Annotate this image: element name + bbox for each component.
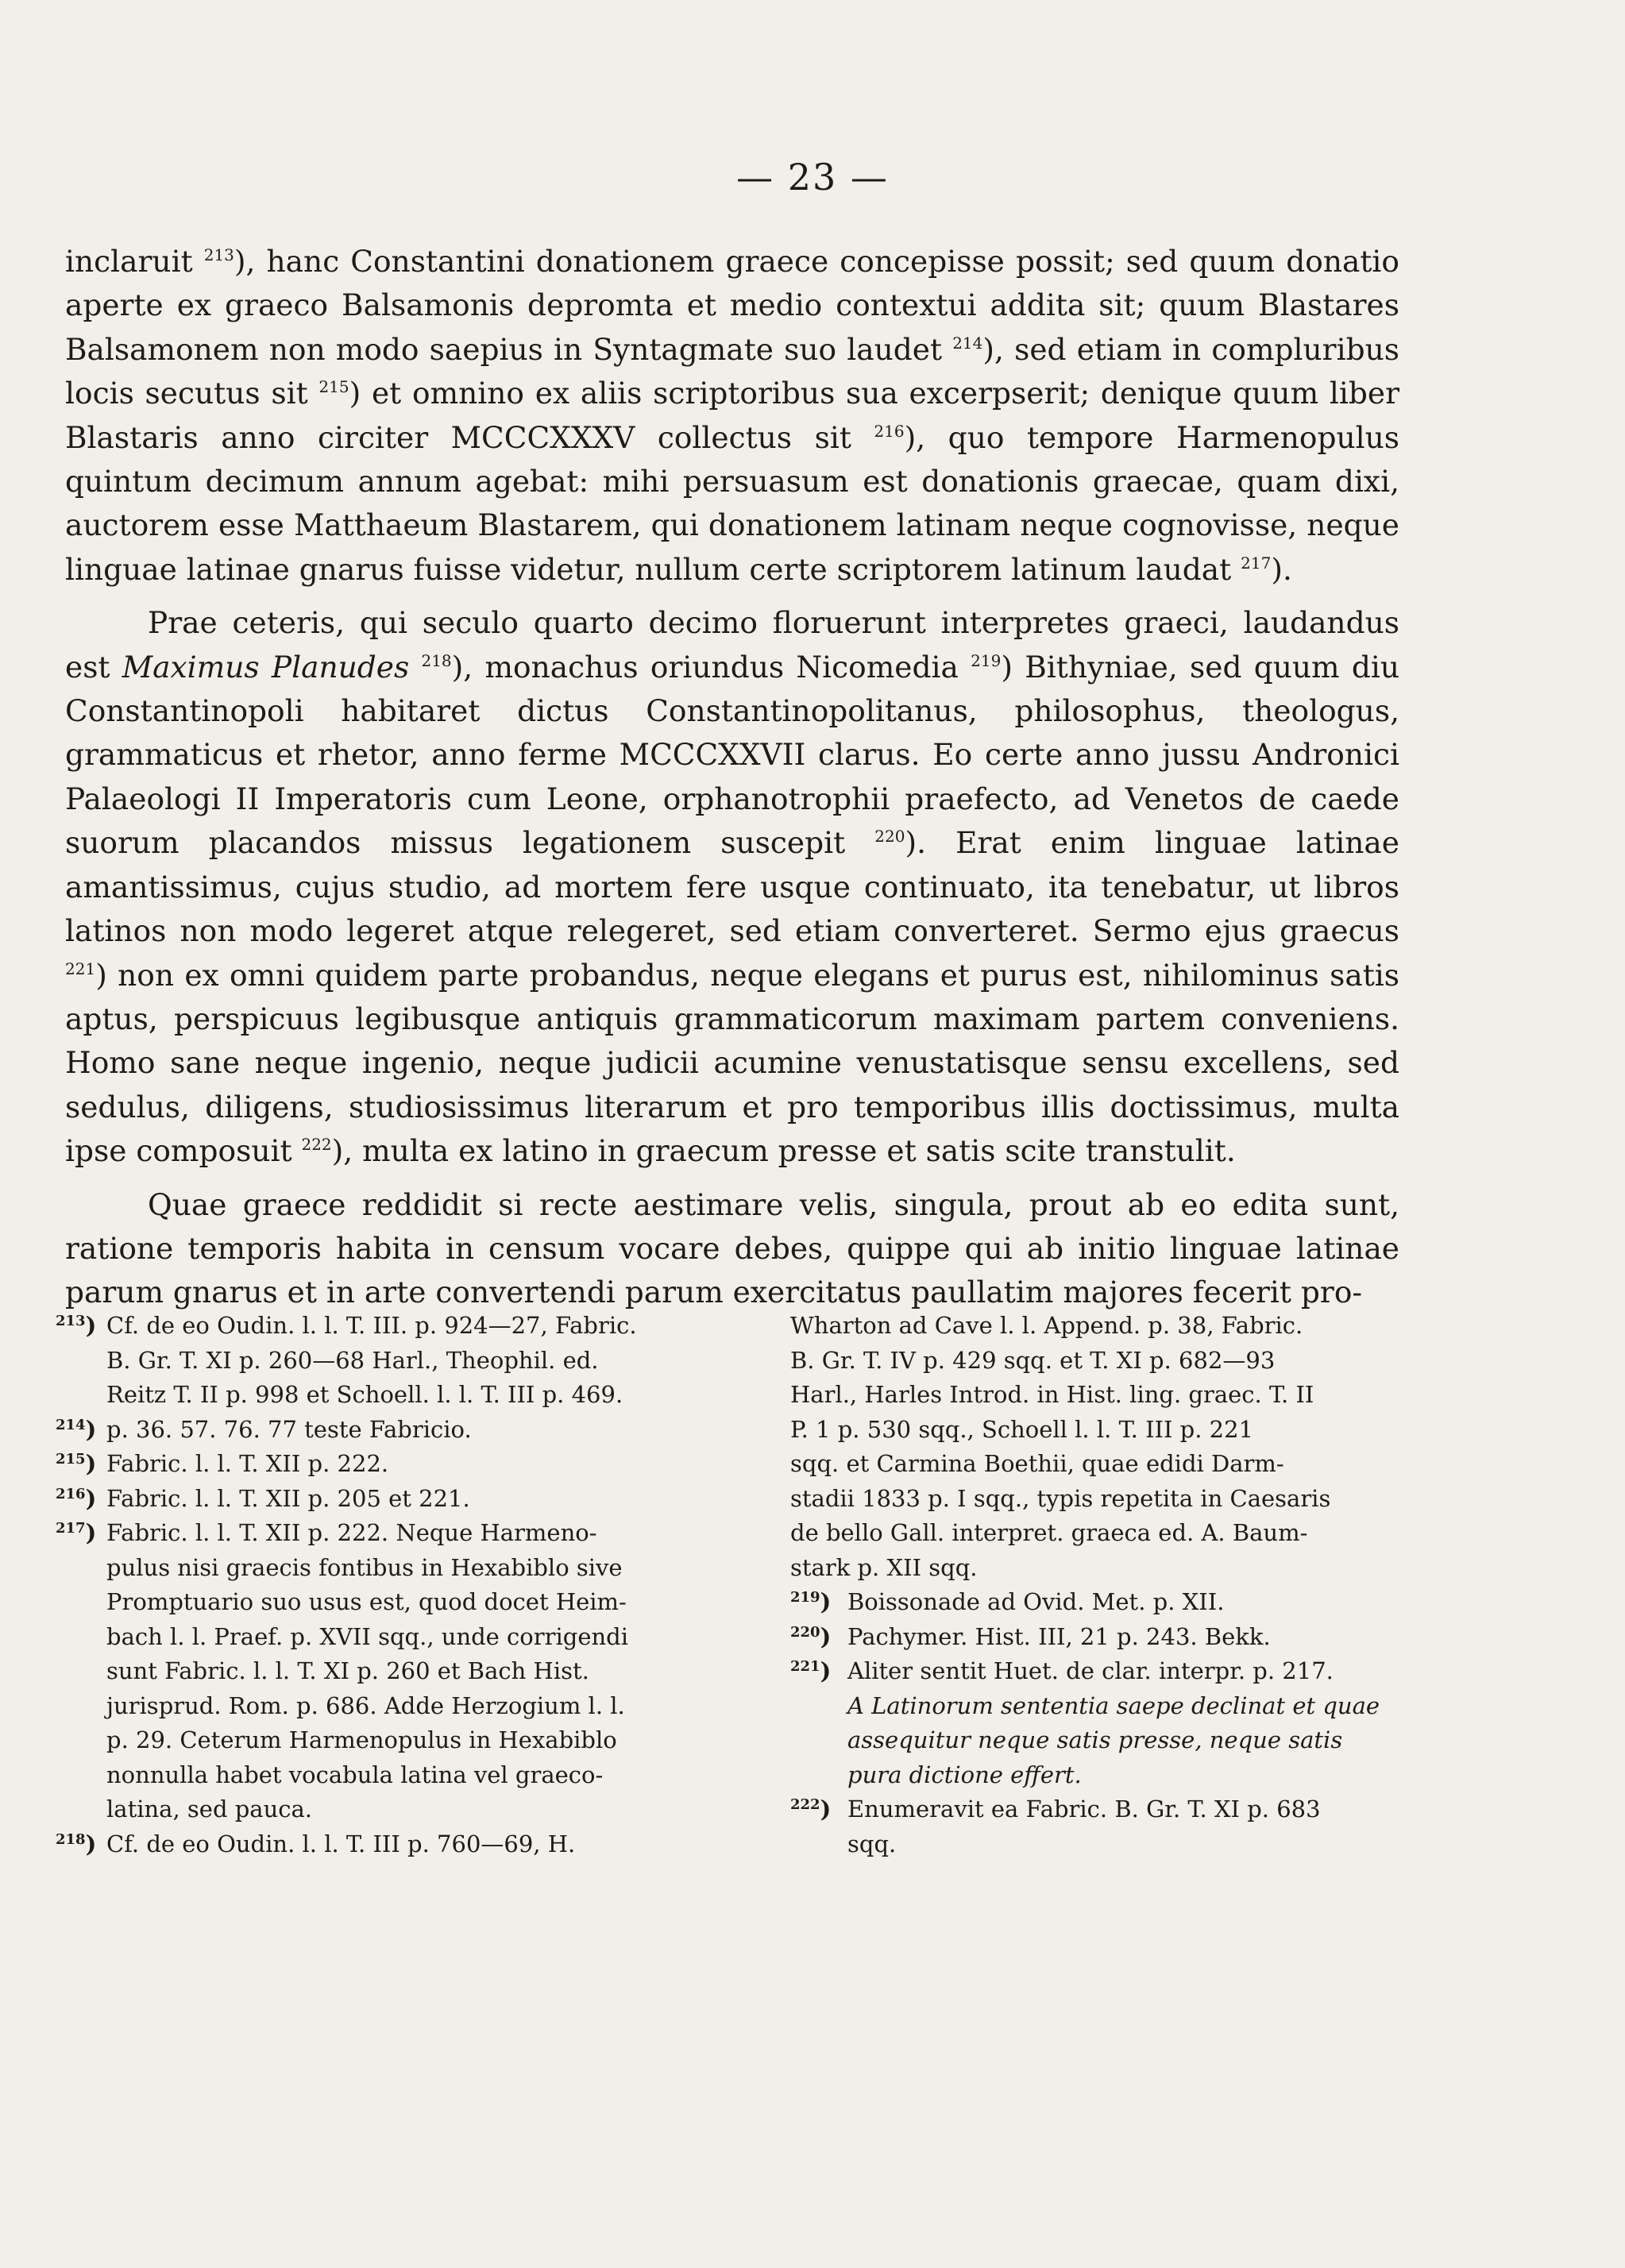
paragraph-3: Quae graece reddidit si recte aestimare velis, singula, prout ab eo edita sunt, ratione temporis habita in censum vocare debes, quippe qui ab initio linguae latinae parum gnarus et in arte convertendi parum exercitatus paullatim majores fecerit pro- xyxy=(65,1186,1399,1310)
note-ref: 220 xyxy=(874,827,905,847)
note-ref: 216 xyxy=(874,421,905,441)
note-ref: 214 xyxy=(952,333,983,353)
main-text xyxy=(65,240,1399,1315)
person-name: Maximus Planudes xyxy=(122,649,410,685)
footnote-222: $^{222}$) Enumeravit ea Fabric. B. Gr. T. XI p. 683 sqq. xyxy=(790,1796,1321,1857)
footnote-220: $^{220}$) Pachymer. Hist. III, 21 p. 243. Bekk. xyxy=(790,1622,1271,1650)
footnote-213: $^{213}$) Cf. de eo Oudin. l. l. T. III. p. 924—27, Fabric. B. Gr. T. XI p. 260—68 Harl., Theophil. ed. Reitz T. II p. 998 et Schoell. l. l. T. III p. 469. xyxy=(56,1312,637,1408)
note-ref: 222 xyxy=(301,1135,332,1155)
note-ref: 221 xyxy=(65,958,96,978)
note-ref: 213 xyxy=(203,245,234,264)
footnote-221: $^{221}$) Aliter sentit Huet. de clar. interpr. p. 217. A Latinorum sententia saepe declinat et quae assequitur neque satis presse, neque satis pura dictione effert. xyxy=(790,1657,1380,1788)
note-ref: 219 xyxy=(971,650,1002,670)
footnote-219: $^{219}$) Boissonade ad Ovid. Met. p. XII. xyxy=(790,1588,1225,1615)
page-number: — 23 — xyxy=(736,156,889,199)
footnotes-left-column xyxy=(56,1309,707,1861)
footnote-217: $^{217}$) Fabric. l. l. T. XII p. 222. Neque Harmeno- pulus nisi graecis fontibus in Hexabiblo sive Promptuario suo usus est, quod docet Heim- bach l. l. Praef. p. XVII sqq., unde corrigendi sunt Fabric. l. l. T. XI p. 260 et Bach Hist. jurisprud. Rom. p. 686. Adde Herzogium l. l. p. 29. Ceterum Harmenopulus in Hexabiblo nonnulla habet vocabula latina vel graeco- latina, sed pauca. xyxy=(56,1519,629,1822)
note-ref: 215 xyxy=(318,377,349,397)
footnotes-right-column xyxy=(790,1309,1394,1861)
footnote-218-continuation: Wharton ad Cave l. l. Append. p. 38, Fabric. B. Gr. T. IV p. 429 sqq. et T. XI p. 682—93 Harl., Harles Introd. in Hist. ling. graec. T. II P. 1 p. 530 sqq., Schoell l. l. T. III p. 221 sqq. et Carmina Boethii, quae edidi Darm- stadii 1833 p. I sqq., typis repetita in Caesaris de bello Gall. interpret. graeca ed. A. Baum- stark p. XII sqq. xyxy=(790,1312,1331,1581)
paragraph-1: inclaruit $^{213}$), hanc Constantini donationem graece concepisse possit; sed quum donatio aperte ex graeco Balsamonis depromta et medio contextui addita sit; quum Blastares Balsamonem non modo saepius in Syntagmate suo laudet $^{214}$), sed etiam in compluribus locis secutus sit $^{215}$) et omnino ex aliis scriptoribus sua excerpserit; denique quum liber Blastaris anno circiter MCCCXXXV collectus sit $^{216}$), quo tempore Harmenopulus quintum decimum annum agebat: mihi persuasum est donationis graecae, quam dixi, auctorem esse Matthaeum Blastarem, qui donationem latinam neque cognovisse, neque linguae latinae gnarus fuisse videtur, nullum certe scriptorem latinum laudat $^{217}$). xyxy=(65,244,1399,587)
note-ref: 217 xyxy=(1241,553,1272,573)
footnote-216: $^{216}$) Fabric. l. l. T. XII p. 205 et 221. xyxy=(56,1484,470,1512)
footnote-214: $^{214}$) p. 36. 57. 76. 77 teste Fabricio. xyxy=(56,1415,472,1443)
paragraph-2: Prae ceteris, qui seculo quarto decimo floruerunt interpretes graeci, laudandus est Maximus Planudes $^{218}$), monachus oriundus Nicomedia $^{219}$) Bithyniae, sed quum diu Constantinopoli habitaret dictus Constantinopolitanus, philosophus, theologus, grammaticus et rhetor, anno ferme MCCCXXVII clarus. Eo certe anno jussu Andronici Palaeologi II Imperatoris cum Leone, orphanotrophii praefecto, ad Venetos de caede suorum placandos missus legationem suscepit $^{220}$). Erat enim linguae latinae amantissimus, cujus studio, ad mortem fere usque continuato, ita tenebatur, ut libros latinos non modo legeret atque relegeret, sed etiam converteret. Sermo ejus graecus $^{221}$) non ex omni quidem parte probandus, neque elegans et purus est, nihilominus satis aptus, perspicuus legibusque antiquis grammaticorum maximam partem conveniens. Homo sane neque ingenio, neque judicii acumine venustatisque sensu excellens, sed sedulus, diligens, studiosissimus literarum et pro temporibus illis doctissimus, multa ipse composuit $^{222}$), multa ex latino in graecum presse et satis scite transtulit. xyxy=(65,605,1399,1169)
footnote-218: $^{218}$) Cf. de eo Oudin. l. l. T. III p. 760—69, H. xyxy=(56,1830,576,1857)
note-ref: 218 xyxy=(421,650,452,670)
footnote-215: $^{215}$) Fabric. l. l. T. XII p. 222. xyxy=(56,1450,389,1477)
